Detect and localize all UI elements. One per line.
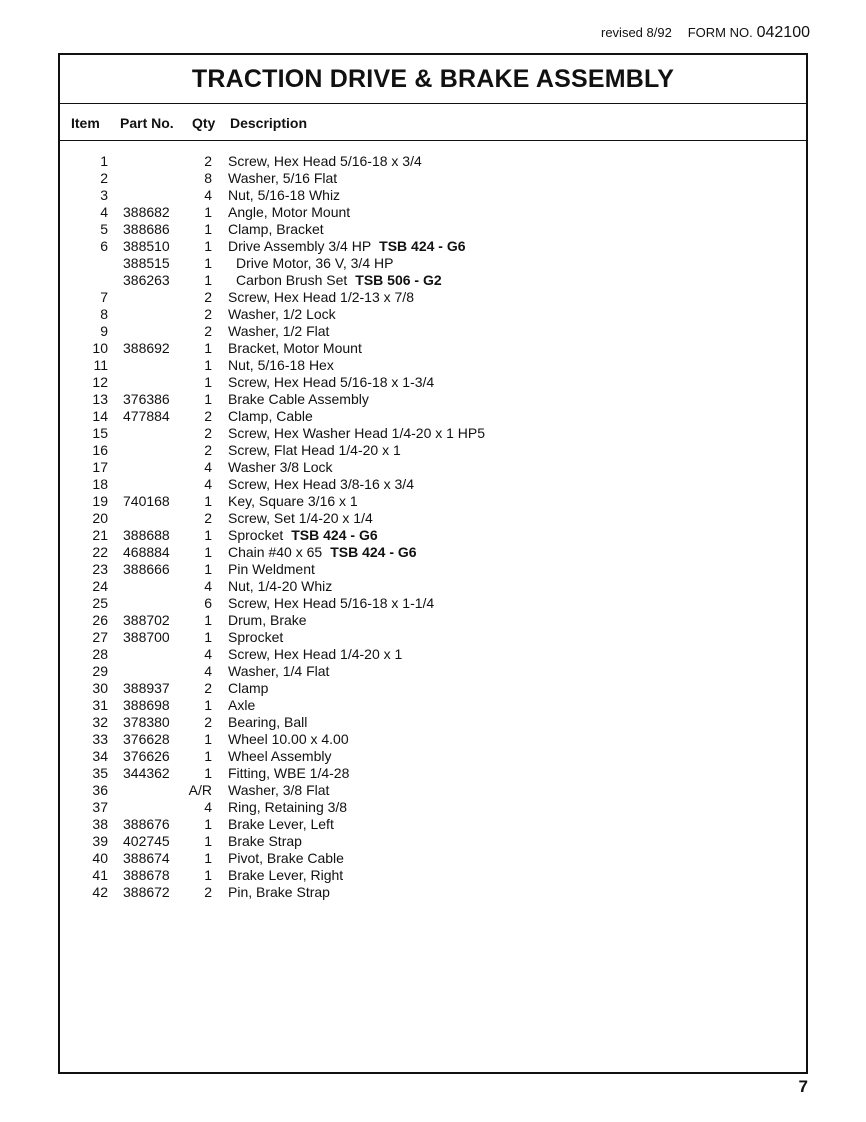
quantity: 4: [204, 646, 212, 662]
item-number: 4: [100, 204, 108, 220]
item-number: 29: [92, 663, 108, 679]
table-row: [60, 544, 806, 561]
description: [228, 493, 358, 510]
item-number: 13: [92, 391, 108, 407]
description: [228, 323, 329, 340]
description: [228, 816, 334, 833]
quantity: 2: [204, 680, 212, 696]
table-row: [60, 255, 806, 272]
description: [228, 765, 349, 782]
item-number: 30: [92, 680, 108, 696]
quantity: 4: [204, 663, 212, 679]
table-row: [60, 663, 806, 680]
description-text: Screw, Flat Head 1/4-20 x 1: [228, 442, 401, 458]
part-number: 388666: [123, 561, 170, 577]
table-row: [60, 612, 806, 629]
table-row: [60, 680, 806, 697]
table-row: [60, 799, 806, 816]
description: [228, 442, 401, 459]
table-row: [60, 340, 806, 357]
table-row: [60, 459, 806, 476]
description-text: Washer, 5/16 Flat: [228, 170, 338, 186]
part-number: 376386: [123, 391, 170, 407]
description: [228, 595, 434, 612]
item-number: 39: [92, 833, 108, 849]
description-text: Screw, Hex Head 1/2-13 x 7/8: [228, 289, 414, 305]
quantity: 1: [204, 544, 212, 560]
item-number: 22: [92, 544, 108, 560]
revised-date: revised 8/92: [601, 25, 672, 40]
quantity: 1: [204, 612, 212, 628]
quantity: 1: [204, 833, 212, 849]
description: [228, 867, 343, 884]
description: [228, 714, 307, 731]
item-number: 19: [92, 493, 108, 509]
quantity: 1: [204, 238, 212, 254]
description: [228, 680, 268, 697]
item-number: 5: [100, 221, 108, 237]
description: [228, 153, 422, 170]
description-text: Axle: [228, 697, 256, 713]
table-row: [60, 697, 806, 714]
description: [236, 255, 393, 272]
table-row: [60, 476, 806, 493]
quantity: 1: [204, 391, 212, 407]
description: [228, 612, 307, 629]
table-row: [60, 731, 806, 748]
table-row: [60, 221, 806, 238]
description: [228, 799, 347, 816]
form-header: [601, 24, 810, 42]
table-row: [60, 782, 806, 799]
part-number: 376626: [123, 748, 170, 764]
part-number: 388692: [123, 340, 170, 356]
item-number: 8: [100, 306, 108, 322]
page-title: TRACTION DRIVE & BRAKE ASSEMBLY: [60, 55, 806, 104]
description: [228, 204, 350, 221]
description-text: Screw, Hex Head 3/8-16 x 3/4: [228, 476, 414, 492]
description: [228, 510, 373, 527]
item-number: 2: [100, 170, 108, 186]
table-row: [60, 170, 806, 187]
item-number: 16: [92, 442, 108, 458]
table-row: [60, 425, 806, 442]
quantity: 4: [204, 799, 212, 815]
item-number: 17: [92, 459, 108, 475]
item-number: 40: [92, 850, 108, 866]
tsb-reference: TSB 424 - G6: [330, 544, 417, 560]
part-number: 388678: [123, 867, 170, 883]
parts-table-body: [60, 153, 806, 901]
parts-list-frame: [58, 53, 808, 1074]
quantity: 1: [204, 340, 212, 356]
quantity: 1: [204, 561, 212, 577]
quantity: 1: [204, 272, 212, 288]
description-text: Clamp, Bracket: [228, 221, 324, 237]
description-text: Bearing, Ball: [228, 714, 308, 730]
table-row: [60, 493, 806, 510]
description-text: Brake Lever, Left: [228, 816, 334, 832]
description: [228, 527, 378, 544]
part-number: 388515: [123, 255, 170, 271]
table-row: [60, 884, 806, 901]
description-text: Nut, 5/16-18 Hex: [228, 357, 334, 373]
table-row: [60, 357, 806, 374]
quantity: 2: [204, 884, 212, 900]
item-number: 41: [92, 867, 108, 883]
quantity: 2: [204, 153, 212, 169]
item-number: 36: [92, 782, 108, 798]
quantity: 4: [204, 459, 212, 475]
column-header-item: Item: [71, 115, 100, 131]
quantity: A/R: [188, 782, 212, 798]
table-row: [60, 442, 806, 459]
table-row: [60, 646, 806, 663]
quantity: 2: [204, 714, 212, 730]
table-row: [60, 748, 806, 765]
table-row: [60, 629, 806, 646]
quantity: 1: [204, 357, 212, 373]
quantity: 2: [204, 510, 212, 526]
description: [228, 391, 369, 408]
column-header-description: Description: [230, 115, 308, 131]
description-text: Screw, Hex Washer Head 1/4-20 x 1 HP5: [228, 425, 486, 441]
description-text: Nut, 5/16-18 Whiz: [228, 187, 341, 203]
form-number: 042100: [756, 24, 810, 41]
description: [228, 544, 417, 561]
item-number: 25: [92, 595, 108, 611]
quantity: 4: [204, 476, 212, 492]
table-row: [60, 204, 806, 221]
quantity: 8: [204, 170, 212, 186]
item-number: 15: [92, 425, 108, 441]
item-number: 23: [92, 561, 108, 577]
column-header-qty: Qty: [192, 115, 216, 131]
quantity: 1: [204, 765, 212, 781]
description: [228, 561, 315, 578]
item-number: 12: [92, 374, 108, 390]
quantity: 2: [204, 408, 212, 424]
description-text: Angle, Motor Mount: [228, 204, 351, 220]
quantity: 1: [204, 527, 212, 543]
quantity: 1: [204, 731, 212, 747]
part-number: 388672: [123, 884, 170, 900]
table-row: [60, 561, 806, 578]
part-number: 388682: [123, 204, 170, 220]
description: [228, 187, 340, 204]
quantity: 1: [204, 255, 212, 271]
quantity: 1: [204, 748, 212, 764]
part-number: 477884: [123, 408, 170, 424]
description-text: Screw, Hex Head 5/16-18 x 3/4: [228, 153, 422, 169]
description-text: Screw, Set 1/4-20 x 1/4: [228, 510, 373, 526]
quantity: 1: [204, 629, 212, 645]
quantity: 1: [204, 697, 212, 713]
table-row: [60, 816, 806, 833]
quantity: 4: [204, 187, 212, 203]
item-number: 37: [92, 799, 108, 815]
part-number: 378380: [123, 714, 170, 730]
item-number: 3: [100, 187, 108, 203]
description-text: Brake Strap: [228, 833, 302, 849]
item-number: 18: [92, 476, 108, 492]
item-number: 14: [92, 408, 108, 424]
item-number: 20: [92, 510, 108, 526]
tsb-reference: TSB 424 - G6: [379, 238, 466, 254]
part-number: 388702: [123, 612, 170, 628]
quantity: 1: [204, 850, 212, 866]
table-row: [60, 391, 806, 408]
table-row: [60, 238, 806, 255]
description: [228, 748, 331, 765]
part-number: 388700: [123, 629, 170, 645]
part-number: 388698: [123, 697, 170, 713]
table-row: [60, 374, 806, 391]
quantity: 2: [204, 306, 212, 322]
quantity: 4: [204, 578, 212, 594]
part-number: 388937: [123, 680, 170, 696]
table-row: [60, 272, 806, 289]
description: [228, 578, 332, 595]
table-row: [60, 187, 806, 204]
description-text: Washer, 3/8 Flat: [228, 782, 330, 798]
description: [228, 884, 330, 901]
quantity: 1: [204, 221, 212, 237]
quantity: 1: [204, 374, 212, 390]
table-row: [60, 867, 806, 884]
description: [228, 170, 337, 187]
table-row: [60, 153, 806, 170]
table-row: [60, 323, 806, 340]
table-row: [60, 833, 806, 850]
part-number: 468884: [123, 544, 170, 560]
description-text: Clamp: [228, 680, 269, 696]
description: [228, 374, 434, 391]
part-number: 388510: [123, 238, 170, 254]
description-text: Brake Cable Assembly: [228, 391, 369, 407]
table-row: [60, 408, 806, 425]
description-text: Clamp, Cable: [228, 408, 313, 424]
part-number: 740168: [123, 493, 170, 509]
item-number: 9: [100, 323, 108, 339]
description-text: Ring, Retaining 3/8: [228, 799, 348, 815]
description-text: Nut, 1/4-20 Whiz: [228, 578, 333, 594]
part-number: 388686: [123, 221, 170, 237]
tsb-reference: TSB 506 - G2: [355, 272, 442, 288]
description-text: Washer, 1/2 Lock: [228, 306, 336, 322]
description-text: Carbon Brush Set: [236, 272, 348, 288]
item-number: 28: [92, 646, 108, 662]
item-number: 31: [92, 697, 108, 713]
quantity: 1: [204, 204, 212, 220]
description-text: Screw, Hex Head 5/16-18 x 1-1/4: [228, 595, 435, 611]
description: [228, 646, 402, 663]
description-text: Washer, 1/2 Flat: [228, 323, 330, 339]
description-text: Key, Square 3/16 x 1: [228, 493, 358, 509]
description-text: Screw, Hex Head 1/4-20 x 1: [228, 646, 403, 662]
item-number: 7: [100, 289, 108, 305]
item-number: 33: [92, 731, 108, 747]
quantity: 2: [204, 289, 212, 305]
item-number: 1: [100, 153, 108, 169]
part-number: 386263: [123, 272, 170, 288]
part-number: 388676: [123, 816, 170, 832]
description: [236, 272, 442, 289]
table-row: [60, 714, 806, 731]
description: [228, 425, 485, 442]
description: [228, 782, 329, 799]
column-header-part: Part No.: [120, 115, 174, 131]
description: [228, 238, 466, 255]
table-row: [60, 578, 806, 595]
description-text: Drive Assembly 3/4 HP: [228, 238, 372, 254]
description-text: Drive Motor, 36 V, 3/4 HP: [236, 255, 394, 271]
description-text: Washer 3/8 Lock: [228, 459, 333, 475]
table-row: [60, 850, 806, 867]
description: [228, 697, 255, 714]
description: [228, 340, 362, 357]
item-number: 27: [92, 629, 108, 645]
description: [228, 833, 302, 850]
item-number: 42: [92, 884, 108, 900]
tsb-reference: TSB 424 - G6: [291, 527, 378, 543]
item-number: 26: [92, 612, 108, 628]
item-number: 6: [100, 238, 108, 254]
item-number: 38: [92, 816, 108, 832]
table-row: [60, 306, 806, 323]
page-number: 7: [798, 1077, 808, 1096]
description: [228, 476, 414, 493]
form-label: FORM NO.: [687, 25, 753, 40]
description-text: Pivot, Brake Cable: [228, 850, 344, 866]
item-number: 24: [92, 578, 108, 594]
item-number: 10: [92, 340, 108, 356]
description: [228, 629, 283, 646]
description-text: Sprocket: [228, 629, 284, 645]
table-row: [60, 595, 806, 612]
description: [228, 221, 324, 238]
description-text: Screw, Hex Head 5/16-18 x 1-3/4: [228, 374, 435, 390]
quantity: 1: [204, 867, 212, 883]
description-text: Wheel Assembly: [228, 748, 332, 764]
item-number: 34: [92, 748, 108, 764]
part-number: 388674: [123, 850, 170, 866]
description-text: Pin, Brake Strap: [228, 884, 330, 900]
item-number: 11: [93, 357, 108, 373]
description-text: Brake Lever, Right: [228, 867, 344, 883]
description-text: Chain #40 x 65: [228, 544, 323, 560]
description-text: Pin Weldment: [228, 561, 315, 577]
description: [228, 663, 329, 680]
quantity: 1: [204, 493, 212, 509]
description-text: Sprocket: [228, 527, 284, 543]
description-text: Bracket, Motor Mount: [228, 340, 362, 356]
quantity: 2: [204, 425, 212, 441]
description: [228, 289, 414, 306]
quantity: 2: [204, 323, 212, 339]
item-number: 32: [92, 714, 108, 730]
part-number: 376628: [123, 731, 170, 747]
description: [228, 306, 336, 323]
description-text: Wheel 10.00 x 4.00: [228, 731, 349, 747]
description: [228, 731, 349, 748]
part-number: 402745: [123, 833, 170, 849]
table-row: [60, 289, 806, 306]
part-number: 344362: [123, 765, 170, 781]
table-row: [60, 527, 806, 544]
item-number: 35: [92, 765, 108, 781]
table-header: [60, 104, 806, 141]
part-number: 388688: [123, 527, 170, 543]
description: [228, 408, 313, 425]
table-row: [60, 510, 806, 527]
description-text: Drum, Brake: [228, 612, 307, 628]
description: [228, 850, 344, 867]
description-text: Fitting, WBE 1/4-28: [228, 765, 350, 781]
description-text: Washer, 1/4 Flat: [228, 663, 330, 679]
description: [228, 357, 334, 374]
item-number: 21: [92, 527, 108, 543]
description: [228, 459, 333, 476]
quantity: 6: [204, 595, 212, 611]
quantity: 1: [204, 816, 212, 832]
table-row: [60, 765, 806, 782]
quantity: 2: [204, 442, 212, 458]
